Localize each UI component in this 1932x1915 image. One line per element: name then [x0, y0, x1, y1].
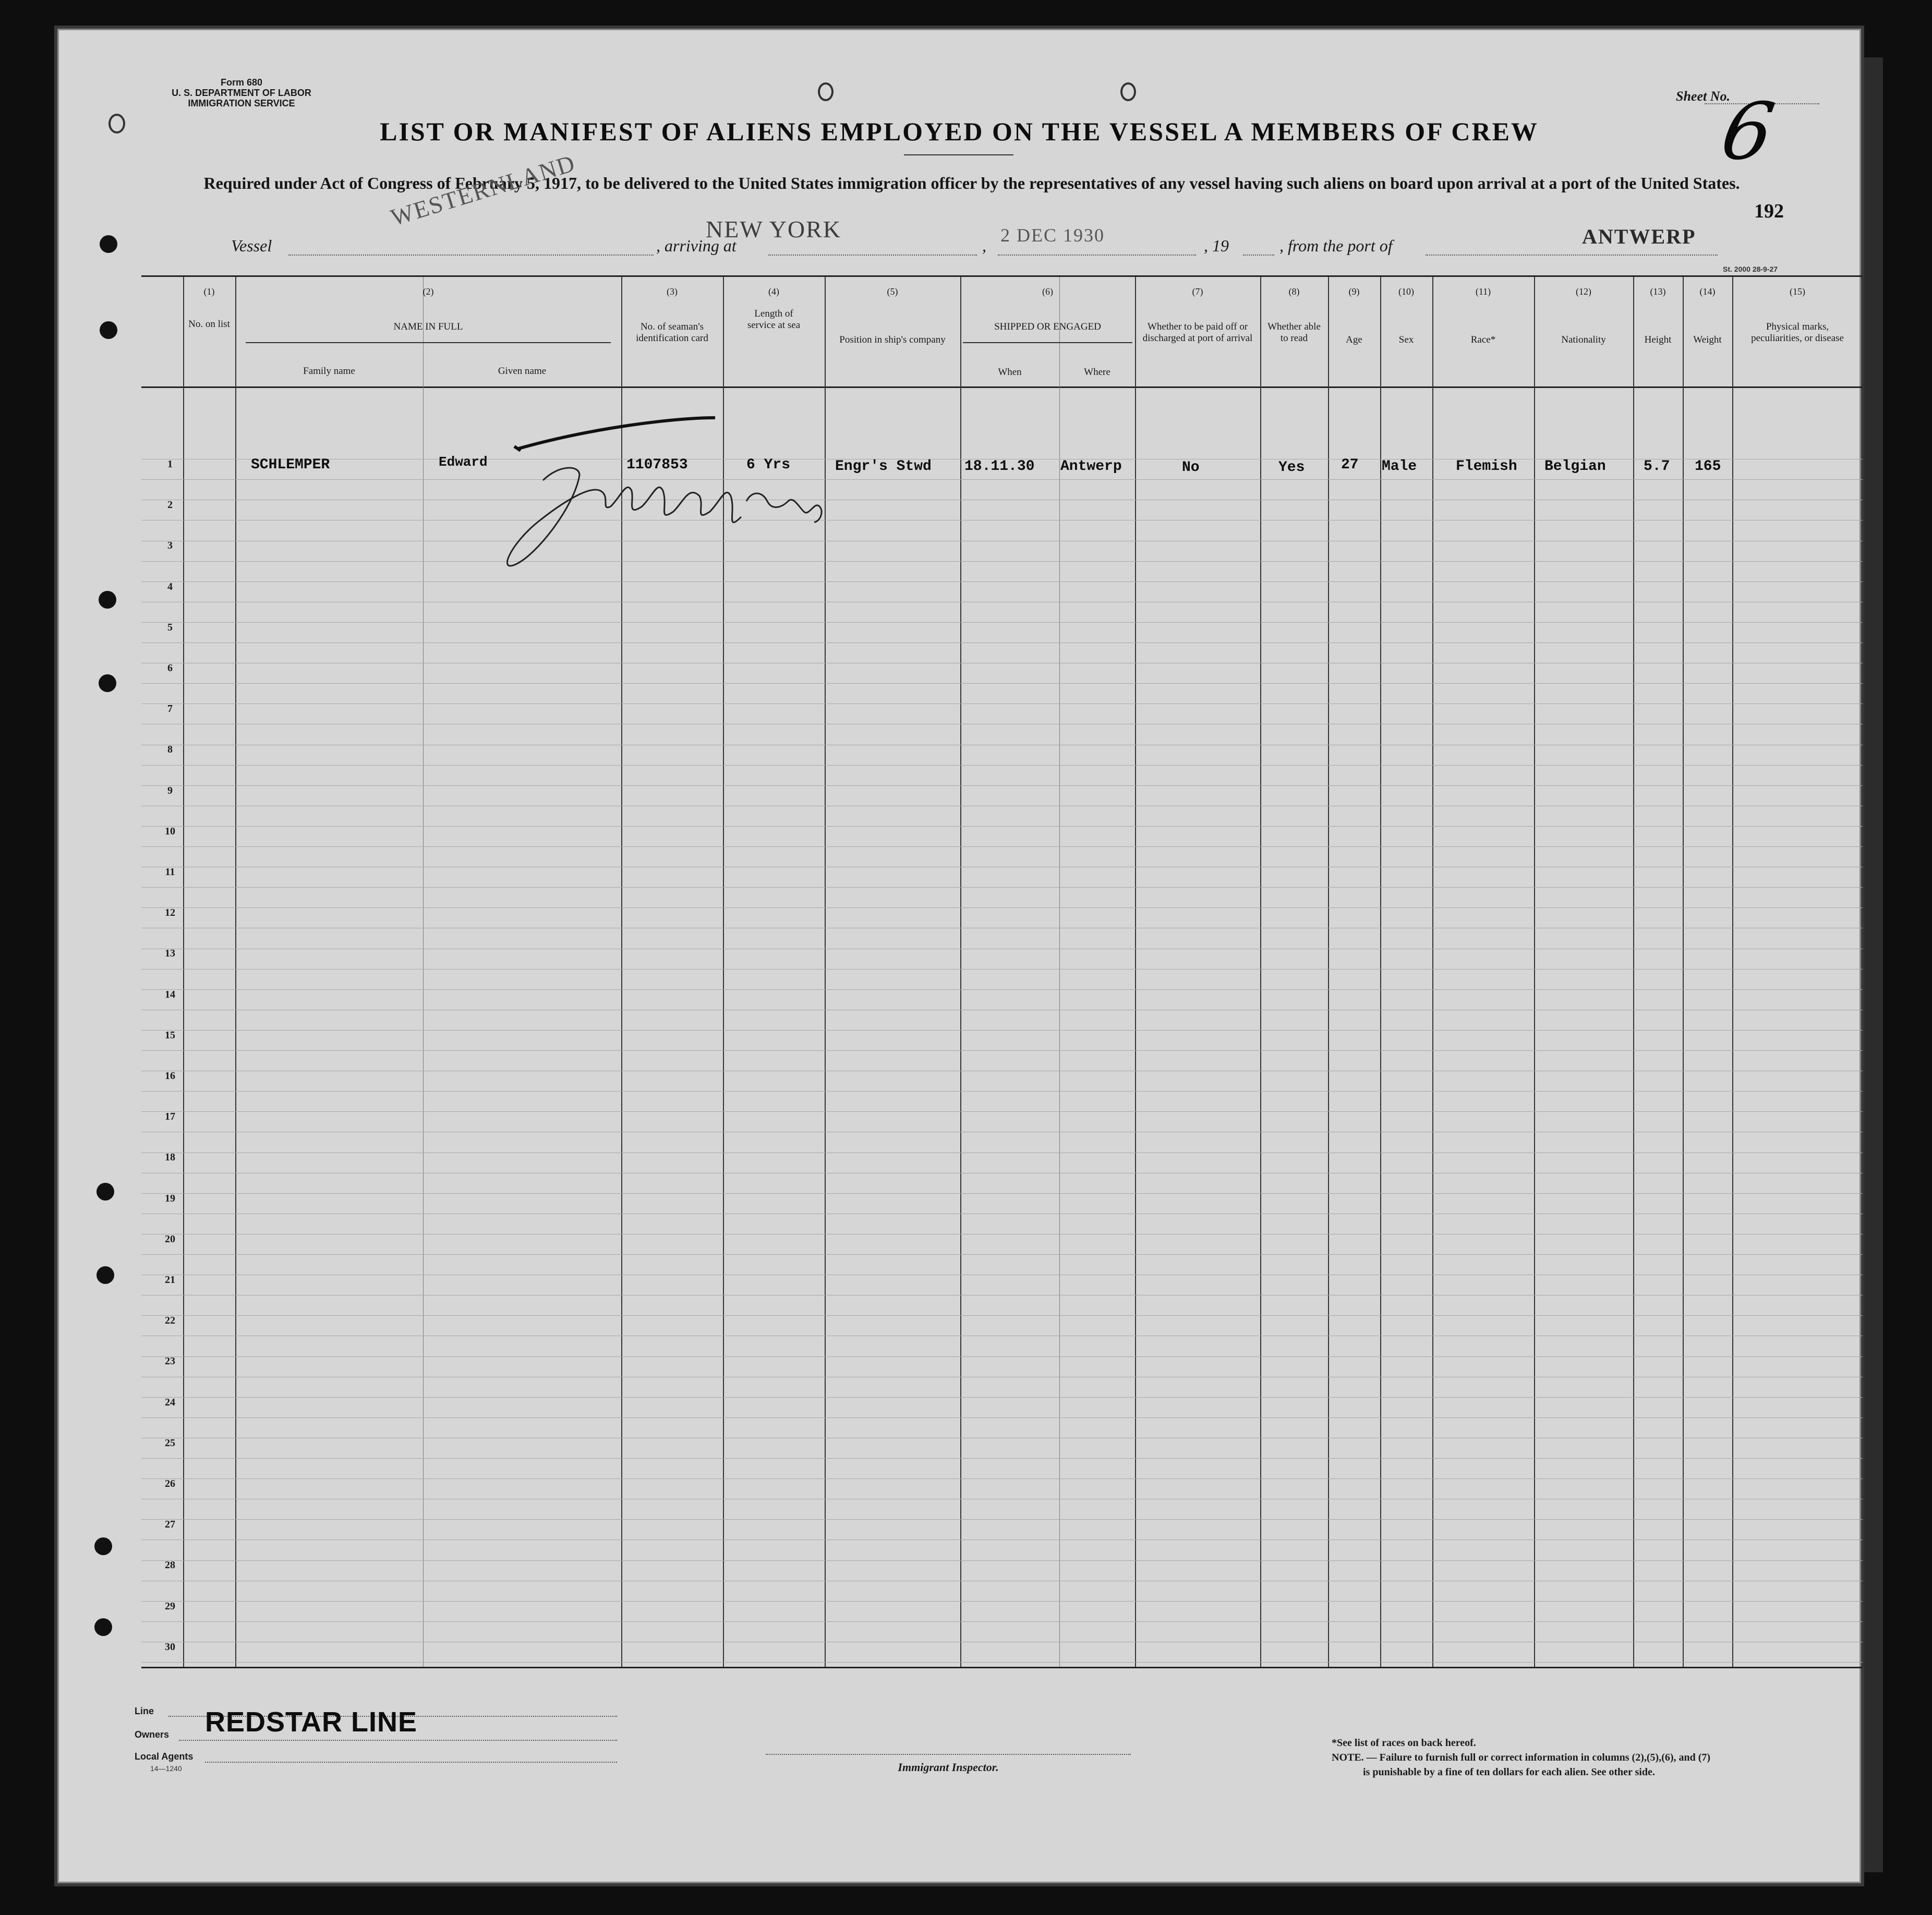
penalty-note: NOTE. — Failure to furnish full or correct information in columns (2),(5),(6), and (7): [1332, 1752, 1711, 1763]
header-no-on-list: No. on list: [188, 319, 230, 330]
header-able-to-read: Whether able to read: [1267, 321, 1321, 344]
punch-hole: [1120, 82, 1136, 101]
header-when: When: [998, 367, 1022, 378]
row-rule: [141, 1091, 1863, 1092]
row-number: 9: [167, 784, 173, 796]
row-number: 6: [167, 662, 173, 674]
punch-hole: [96, 1266, 114, 1284]
row-number: 20: [165, 1233, 175, 1245]
header-rule: [141, 386, 1863, 388]
col-no-4: (4): [768, 286, 779, 297]
col-no-13: (13): [1650, 286, 1666, 297]
entry-weight: 165: [1695, 458, 1721, 475]
entry-shipped-when: 18.11.30: [964, 458, 1035, 475]
row-rule: [141, 683, 1863, 684]
punch-hole: [96, 1183, 114, 1201]
from-port-value: ANTWERP: [1582, 225, 1696, 248]
row-number: 30: [165, 1641, 175, 1653]
races-note: *See list of races on back hereof.: [1332, 1737, 1476, 1749]
row-rule: [141, 622, 1863, 623]
row-rule: [141, 1315, 1863, 1316]
row-rule: [141, 1193, 1863, 1194]
crew-manifest-table: [141, 275, 1863, 1668]
entry-height: 5.7: [1644, 458, 1670, 475]
department-name: U. S. DEPARTMENT OF LABOR: [172, 88, 311, 98]
row-number: 22: [165, 1315, 175, 1327]
date-stamp: 2 DEC 1930: [1000, 225, 1105, 246]
row-rule: [141, 1111, 1863, 1112]
vessel-label: Vessel: [231, 236, 272, 255]
punch-hole: [100, 235, 117, 253]
entry-given-name: Edward: [439, 454, 488, 470]
row-rule: [141, 1417, 1863, 1418]
header-length-of-service: Length of service at sea: [747, 308, 801, 331]
row-rule: [141, 1050, 1863, 1051]
col-no-2: (2): [422, 286, 434, 297]
col-no-1: (1): [203, 286, 215, 297]
entry-paid-off: No: [1182, 459, 1200, 476]
manifest-page: Form 680 U. S. DEPARTMENT OF LABOR IMMIGRATION SERVICE Sheet No. 6 LIST OR MANIFEST OF ALIENS EMPLOYED ON THE VESSEL A MEMBERS OF CREW Required under Act of Congress of February 5, 1917, to be delivered to the United States immigration officer by the representatives of any vessel having such aliens on board upon arrival at a port of the United States. 192 Vessel WESTERNLAND , arriving at NEW YORK , 2 DEC 1930 , 19 , from the port of ANTWERP St. 2000 28-9-27 (1) (2) (3) (4) (5) (6) (7) (8) (9) (10) (11) (12) (13) (14) (15) No. on list NAME IN FULL Family name Given name No. of seaman's identification card Length of service at sea Position in ship's company SHIPPED OR ENGAGED When Where Whether to be paid off or discharged at port of arrival Whether able to read Age Sex Race* Nationality Height Weight Physical marks, peculiarities, or disease 1 2 3 4 5 6 7 8 9 10 11 12 13 14 15 16 17 18 19 20 21 22 23 24 25 26 27 28 29 30 SCHLEMPER Edward 1107853 6 Yrs Engr's Stwd 18.11.30 Antwerp No Yes 27 Male Flemish Belgian 5.7 165 Line Owners REDSTAR LINE Local Agents 14—1240 Immigrant Inspector. *See list of races on back hereof. NOTE. — Failure to furnish full or correct information in columns (2),(5),(6), and (7) is punishable by a fine of ten dollars for each alien. See other side.: [57, 29, 1861, 1883]
row-rule: [141, 846, 1863, 847]
header-weight: Weight: [1693, 334, 1722, 345]
row-rule: [141, 1621, 1863, 1622]
row-number: 5: [167, 621, 173, 633]
row-rule: [141, 989, 1863, 990]
row-number: 7: [167, 703, 173, 715]
sheet-number: 6: [1714, 87, 1781, 177]
punch-hole: [99, 591, 116, 609]
inspector-signature-line: [766, 1754, 1131, 1755]
punch-hole: [100, 321, 117, 339]
row-number: 1: [167, 458, 173, 470]
entry-length-of-service: 6 Yrs: [746, 457, 791, 473]
punch-hole: [99, 674, 116, 692]
row-number: 10: [165, 825, 175, 837]
row-number: 23: [165, 1355, 175, 1367]
arriving-label: , arriving at: [656, 236, 736, 255]
col-no-14: (14): [1699, 286, 1716, 297]
entry-shipped-where: Antwerp: [1060, 458, 1122, 475]
row-rule: [141, 1397, 1863, 1398]
row-rule: [141, 479, 1863, 480]
header-age: Age: [1346, 334, 1362, 345]
row-number: 24: [165, 1396, 175, 1408]
row-number: 27: [165, 1519, 175, 1531]
row-number: 25: [165, 1437, 175, 1449]
header-position: Position in ship's company: [839, 334, 946, 345]
vessel-stamp: WESTERNLAND: [388, 149, 579, 231]
title-rule: [904, 154, 1013, 155]
col-no-12: (12): [1576, 286, 1591, 297]
col-no-9: (9): [1348, 286, 1360, 297]
entry-position: Engr's Stwd: [835, 458, 932, 475]
row-number: 15: [165, 1029, 175, 1041]
form-number: Form 680: [220, 77, 263, 88]
header-given-name: Given name: [498, 366, 547, 377]
row-rule: [141, 765, 1863, 766]
punch-hole: [94, 1537, 112, 1555]
line-label: Line: [135, 1706, 154, 1716]
row-number: 19: [165, 1192, 175, 1204]
handwritten-signature: [454, 397, 924, 585]
agents-code: 14—1240: [150, 1764, 182, 1773]
col-no-5: (5): [887, 286, 898, 297]
year-field: [1243, 238, 1274, 256]
col-no-3: (3): [667, 286, 678, 297]
arriving-value: NEW YORK: [706, 216, 842, 243]
header-physical-marks: Physical marks, peculiarities, or disease: [1751, 321, 1844, 344]
vessel-field: [288, 238, 654, 256]
header-family-name: Family name: [303, 366, 355, 377]
header-shipped-engaged: SHIPPED OR ENGAGED: [994, 321, 1101, 332]
inspector-label: Immigrant Inspector.: [898, 1761, 999, 1774]
shipped-header-rule: [963, 342, 1132, 343]
col-no-6: (6): [1042, 286, 1053, 297]
header-paid-off: Whether to be paid off or discharged at port of arrival: [1142, 321, 1253, 344]
row-number: 12: [165, 907, 175, 919]
entry-sex: Male: [1382, 458, 1417, 475]
row-number: 4: [167, 580, 173, 592]
header-nationality: Nationality: [1561, 334, 1606, 345]
row-rule: [141, 785, 1863, 786]
row-number: 29: [165, 1600, 175, 1612]
entry-family-name: SCHLEMPER: [251, 457, 330, 473]
col-no-15: (15): [1790, 286, 1805, 297]
col-no-10: (10): [1398, 286, 1414, 297]
penalty-note-continued: is punishable by a fine of ten dollars for each alien. See other side.: [1363, 1766, 1655, 1778]
col-no-7: (7): [1192, 286, 1203, 297]
header-height: Height: [1644, 334, 1672, 345]
punch-hole: [818, 82, 834, 101]
entry-able-to-read: Yes: [1278, 459, 1305, 476]
row-number: 13: [165, 948, 175, 960]
row-number: 28: [165, 1559, 175, 1571]
header-name-in-full: NAME IN FULL: [393, 321, 463, 332]
row-rule: [141, 826, 1863, 827]
row-rule: [141, 1254, 1863, 1255]
row-rule: [141, 561, 1863, 562]
page-number: 192: [1754, 200, 1784, 222]
row-number: 11: [165, 866, 175, 878]
row-rule: [141, 1560, 1863, 1561]
entry-age: 27: [1341, 457, 1359, 473]
entry-nationality: Belgian: [1544, 458, 1606, 475]
row-number: 26: [165, 1478, 175, 1489]
form-identification: [153, 77, 330, 108]
row-number: 3: [167, 540, 173, 552]
row-rule: [141, 1662, 1863, 1663]
form-code: St. 2000 28-9-27: [1723, 265, 1778, 273]
punch-hole: [94, 1618, 112, 1636]
service-name: IMMIGRATION SERVICE: [188, 98, 295, 108]
row-number: 16: [165, 1070, 175, 1082]
row-rule: [141, 1519, 1863, 1520]
row-number: 18: [165, 1152, 175, 1163]
from-port-label: , from the port of: [1279, 236, 1393, 255]
col-no-8: (8): [1288, 286, 1300, 297]
row-rule: [141, 1356, 1863, 1357]
year-label: , 19: [1204, 236, 1229, 255]
entry-race: Flemish: [1456, 458, 1517, 475]
row-number: 21: [165, 1274, 175, 1286]
row-rule: [141, 887, 1863, 888]
header-race: Race*: [1470, 334, 1496, 345]
col-no-11: (11): [1475, 286, 1491, 297]
name-header-rule: [246, 342, 611, 343]
row-rule: [141, 1458, 1863, 1459]
row-number: 17: [165, 1111, 175, 1123]
row-number: 8: [167, 744, 173, 756]
row-number: 2: [167, 499, 173, 511]
sheet-label: Sheet No.: [1676, 89, 1730, 104]
owners-stamp: REDSTAR LINE: [205, 1706, 418, 1738]
row-rule: [141, 907, 1863, 908]
row-number: 14: [165, 988, 175, 1000]
header-sex: Sex: [1398, 334, 1414, 345]
local-agents-label: Local Agents: [135, 1751, 194, 1762]
entry-id-card: 1107853: [626, 457, 688, 473]
row-rule: [141, 1601, 1863, 1602]
row-rule: [141, 1030, 1863, 1031]
header-id-card: No. of seaman's identification card: [636, 321, 708, 344]
manifest-subtitle: Required under Act of Congress of February 5, 1917, to be delivered to the United States immigration officer by the representatives of any vessel having such aliens on board upon arrival at a port of the United States.: [203, 174, 1740, 192]
owners-label: Owners: [135, 1729, 170, 1740]
row-rule: [141, 1478, 1863, 1479]
manifest-title: LIST OR MANIFEST OF ALIENS EMPLOYED ON THE VESSEL A MEMBERS OF CREW: [380, 117, 1539, 146]
row-rule: [141, 581, 1863, 582]
header-where: Where: [1084, 367, 1110, 378]
